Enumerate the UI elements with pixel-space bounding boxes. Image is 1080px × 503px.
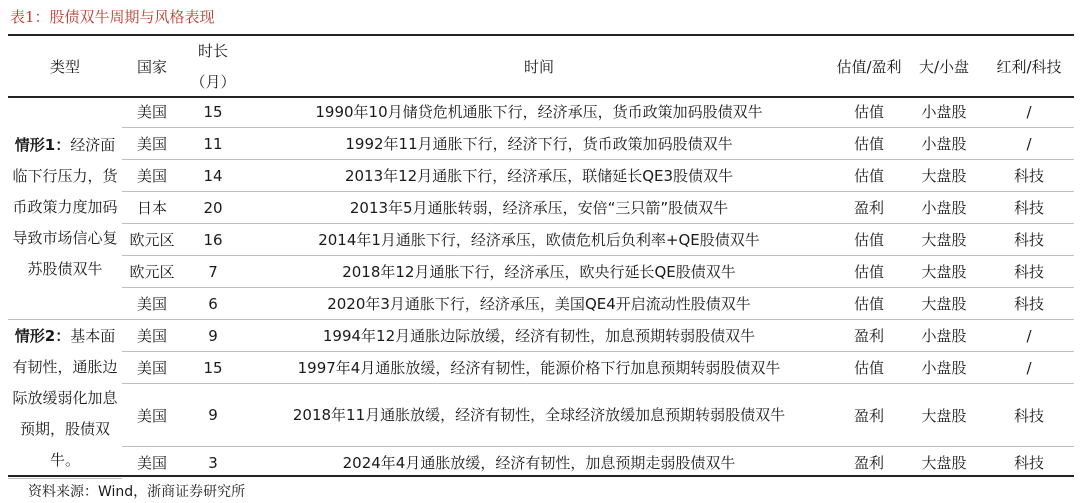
cell-duration: 11 (182, 128, 244, 160)
cell-size: 大盘股 (921, 454, 967, 472)
cell-duration: 20 (182, 192, 244, 224)
cell-country: 美国 (122, 288, 182, 320)
cell-period: 1990年10月储贷危机通胀下行，经济承压，货币政策加码股债双牛 (244, 96, 834, 128)
cell-duration: 15 (182, 352, 244, 384)
table-row (8, 256, 1074, 288)
cell-country: 美国 (136, 454, 167, 472)
header-period: 时间 (523, 57, 554, 76)
table-row (8, 96, 1074, 128)
cell-val-profit: 估值 (834, 128, 904, 160)
table-row (8, 384, 1074, 447)
header-val-profit: 估值/盈利 (836, 57, 902, 76)
cell-val-profit: 估值 (834, 224, 904, 256)
table-row (8, 352, 1074, 384)
cell-duration: 16 (182, 224, 244, 256)
cell-val-profit: 估值 (834, 256, 904, 288)
cell-country: 美国 (122, 384, 182, 447)
cell-country: 美国 (122, 352, 182, 384)
cell-val-profit: 盈利 (853, 454, 884, 472)
cell-period: 1994年12月通胀边际放缓，经济有韧性，加息预期转弱股债双牛 (244, 320, 834, 352)
cell-country: 欧元区 (122, 224, 182, 256)
cell-val-profit: 估值 (834, 288, 904, 320)
header-row (8, 36, 1074, 96)
cell-duration: 14 (182, 160, 244, 192)
table-row (8, 192, 1074, 224)
cell-period: 2020年3月通胀下行，经济承压，美国QE4开启流动性股债双牛 (244, 288, 834, 320)
header-duration (182, 36, 244, 96)
cell-duration: 9 (182, 384, 244, 447)
cell-period: 2014年1月通胀下行，经济承压，欧债危机后负利率+QE股债双牛 (244, 224, 834, 256)
cell-size: 大盘股 (904, 256, 984, 288)
cell-val-profit: 估值 (834, 352, 904, 384)
header-type: 类型 (49, 57, 80, 76)
cell-period: 2018年11月通胀放缓，经济有韧性，全球经济放缓加息预期转弱股债双牛 (244, 384, 834, 447)
table-row (8, 320, 1074, 352)
bull-cycle-table (8, 36, 1074, 479)
cell-style: / (984, 352, 1074, 384)
group-2-name: 情形2： (14, 327, 71, 346)
cell-country: 美国 (122, 96, 182, 128)
cell-val-profit: 盈利 (834, 384, 904, 447)
cell-size: 小盘股 (904, 192, 984, 224)
cell-size: 大盘股 (904, 384, 984, 447)
cell-country: 美国 (122, 320, 182, 352)
cell-period: 2018年12月通胀下行，经济承压，欧央行延长QE股债双牛 (244, 256, 834, 288)
header-country: 国家 (136, 57, 167, 76)
cell-period: 1992年11月通胀下行，经济下行，货币政策加码股债双牛 (244, 128, 834, 160)
cell-period: 2024年4月通胀放缓，经济有韧性，加息预期走弱股债双牛 (342, 453, 736, 472)
cell-style: 科技 (984, 224, 1074, 256)
cell-country: 美国 (122, 128, 182, 160)
cell-val-profit: 盈利 (834, 192, 904, 224)
cell-country: 日本 (122, 192, 182, 224)
group-2-cell (8, 320, 122, 479)
cell-style: / (984, 320, 1074, 352)
cell-size: 小盘股 (904, 320, 984, 352)
cell-style: 科技 (1013, 454, 1044, 472)
cell-period: 1997年4月通胀放缓，经济有韧性，能源价格下行加息预期转弱股债双牛 (244, 352, 834, 384)
cell-size: 大盘股 (904, 288, 984, 320)
table-row (8, 160, 1074, 192)
group-1-cell (8, 96, 122, 320)
cell-duration: 15 (182, 96, 244, 128)
cell-style: / (984, 96, 1074, 128)
cell-duration: 6 (182, 288, 244, 320)
table-row (8, 128, 1074, 160)
header-size: 大/小盘 (918, 57, 970, 76)
source-note: 资料来源：Wind，浙商证券研究所 (28, 484, 246, 500)
cell-val-profit: 估值 (834, 160, 904, 192)
cell-duration: 7 (182, 256, 244, 288)
cell-style: 科技 (984, 256, 1074, 288)
cell-country: 欧元区 (122, 256, 182, 288)
group-2-desc: 基本面有韧性，通胀边际放缓弱化加息预期，股债双牛。 (12, 327, 118, 470)
cell-style: 科技 (984, 384, 1074, 447)
cell-size: 小盘股 (904, 96, 984, 128)
cell-country: 美国 (122, 160, 182, 192)
table-row (8, 288, 1074, 320)
cell-period: 2013年5月通胀转弱，经济承压，安倍“三只箭”股债双牛 (244, 192, 834, 224)
cell-style: 科技 (984, 192, 1074, 224)
cell-duration: 9 (182, 320, 244, 352)
cell-period: 2013年12月通胀下行，经济承压，联储延长QE3股债双牛 (244, 160, 834, 192)
cell-size: 小盘股 (904, 128, 984, 160)
table-row (8, 447, 1074, 479)
cell-val-profit: 盈利 (834, 320, 904, 352)
cell-size: 大盘股 (904, 224, 984, 256)
group-1-desc: 经济面临下行压力，货币政策力度加码导致市场信心复苏股债双牛 (12, 136, 118, 278)
cell-style: 科技 (984, 288, 1074, 320)
header-duration-line2: （月） (190, 73, 236, 91)
cell-style: 科技 (984, 160, 1074, 192)
cell-duration: 3 (208, 453, 218, 472)
group-1-name: 情形1： (14, 136, 71, 154)
cell-style: / (984, 128, 1074, 160)
table-caption: 表1：股债双牛周期与风格表现 (10, 8, 215, 26)
header-duration-line1: 时长 (197, 42, 228, 60)
cell-size: 小盘股 (904, 352, 984, 384)
cell-size: 大盘股 (904, 160, 984, 192)
table-row (8, 224, 1074, 256)
header-style: 红利/科技 (996, 57, 1062, 76)
cell-val-profit: 估值 (834, 96, 904, 128)
